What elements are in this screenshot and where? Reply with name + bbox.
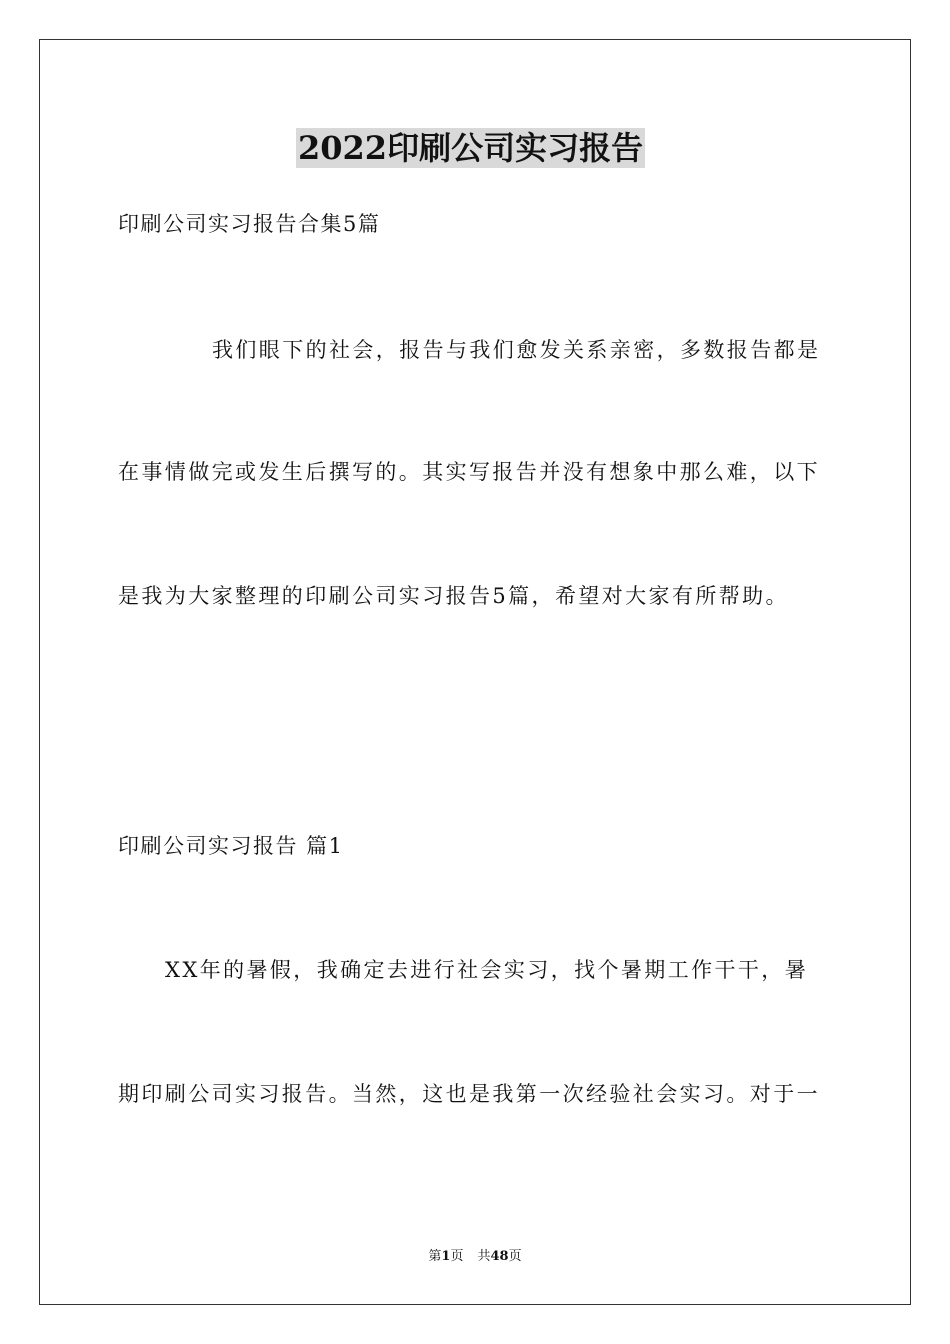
footer-total-suffix: 页 xyxy=(508,1249,522,1264)
section-heading: 印刷公司实习报告 篇1 xyxy=(118,834,344,858)
footer-page-suffix: 页 xyxy=(450,1249,464,1264)
footer-total-prefix: 共 xyxy=(477,1249,491,1264)
footer-page-prefix: 第 xyxy=(428,1249,442,1264)
footer-total-pages: 48 xyxy=(490,1249,509,1264)
document-subtitle: 印刷公司实习报告合集5篇 xyxy=(118,212,381,236)
page-footer xyxy=(0,1248,950,1266)
footer-page-number: 1 xyxy=(441,1249,451,1264)
section-paragraph-line-2: 期印刷公司实习报告。当然，这也是我第一次经验社会实习。对于一 xyxy=(118,1082,820,1106)
section-paragraph-line-1: XX年的暑假，我确定去进行社会实习，找个暑期工作干干，暑 xyxy=(165,958,809,982)
intro-paragraph-line-2: 在事情做完或发生后撰写的。其实写报告并没有想象中那么难，以下 xyxy=(118,460,820,484)
intro-paragraph-line-3: 是我为大家整理的印刷公司实习报告5篇，希望对大家有所帮助。 xyxy=(118,584,789,608)
intro-paragraph-line-1: 我们眼下的社会，报告与我们愈发关系亲密，多数报告都是 xyxy=(212,338,821,362)
document-title: 2022印刷公司实习报告 xyxy=(298,129,644,167)
